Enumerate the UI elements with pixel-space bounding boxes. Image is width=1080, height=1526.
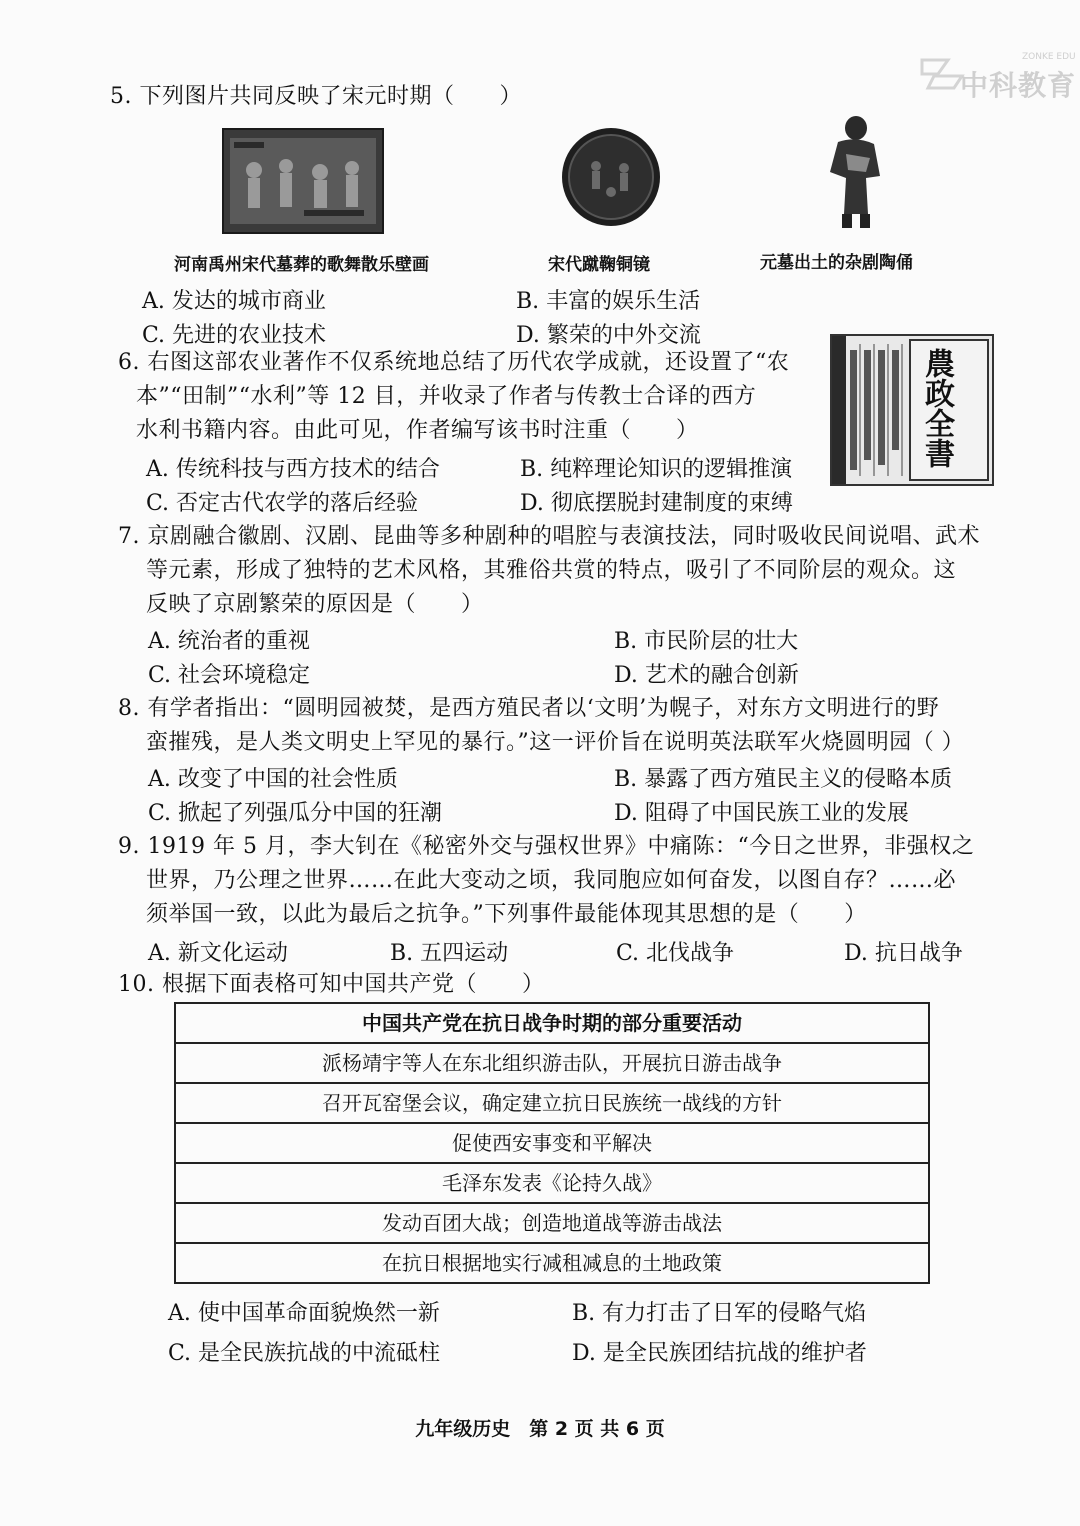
q9-line-2: 世界，乃公理之世界……在此大变动之顷，我同胞应如何奋发，以图自存？……必 bbox=[146, 868, 957, 893]
logo-mark-icon bbox=[918, 54, 966, 94]
caption-mural: 河南禹州宋代墓葬的歌舞散乐壁画 bbox=[174, 255, 429, 275]
caption-figurine: 元墓出土的杂剧陶俑 bbox=[760, 253, 913, 273]
q6-line-3: 水利书籍内容。由此可见，作者编写该书时注重（ ） bbox=[136, 418, 699, 443]
q5-option-c: C. 先进的农业技术 bbox=[142, 323, 327, 348]
mural-image bbox=[222, 128, 384, 234]
q7-line-3: 反映了京剧繁荣的原因是（ ） bbox=[146, 592, 484, 617]
table-row: 召开瓦窑堡会议，确定建立抗日民族统一战线的方针 bbox=[176, 1082, 928, 1122]
q10-option-d: D. 是全民族团结抗战的维护者 bbox=[572, 1341, 867, 1366]
table-row: 促使西安事变和平解决 bbox=[176, 1122, 928, 1162]
q9-line-1: 9. 1919 年 5 月，李大钊在《秘密外交与强权世界》中痛陈：“今日之世界，非强权之 bbox=[118, 834, 975, 859]
watermark-logo bbox=[918, 46, 1078, 108]
caption-mirror: 宋代蹴鞠铜镜 bbox=[548, 255, 650, 275]
table-row: 发动百团大战；创造地道战等游击战法 bbox=[176, 1202, 928, 1242]
q9-option-c: C. 北伐战争 bbox=[616, 941, 735, 966]
q9-line-3: 须举国一致，以此为最后之抗争。”下列事件最能体现其思想的是（ ） bbox=[146, 902, 867, 927]
q8-option-d: D. 阻碍了中国民族工业的发展 bbox=[614, 801, 909, 826]
q6-line-1: 6. 右图这部农业著作不仅系统地总结了历代农学成就，还设置了“农 bbox=[118, 350, 790, 375]
q7-option-b: B. 市民阶层的壮大 bbox=[614, 629, 799, 654]
q9-option-a: A. 新文化运动 bbox=[148, 941, 288, 966]
bronze-mirror-image bbox=[560, 126, 662, 228]
question-5-stem: 5. 下列图片共同反映了宋元时期（ ） bbox=[110, 84, 522, 109]
q6-option-d: D. 彻底摆脱封建制度的束缚 bbox=[520, 491, 793, 516]
book-title: 農政全書 bbox=[919, 348, 954, 468]
q6-option-a: A. 传统科技与西方技术的结合 bbox=[146, 457, 440, 482]
q9-option-b: B. 五四运动 bbox=[390, 941, 509, 966]
table-row: 毛泽东发表《论持久战》 bbox=[176, 1162, 928, 1202]
q10-option-a: A. 使中国革命面貌焕然一新 bbox=[168, 1301, 440, 1326]
table-header: 中国共产党在抗日战争时期的部分重要活动 bbox=[362, 1011, 742, 1035]
q10-option-b: B. 有力打击了日军的侵略气焰 bbox=[572, 1301, 867, 1326]
book-image bbox=[830, 334, 994, 486]
q7-option-a: A. 统治者的重视 bbox=[148, 629, 310, 654]
q8-option-a: A. 改变了中国的社会性质 bbox=[148, 767, 398, 792]
activities-table bbox=[174, 1002, 930, 1284]
q5-option-b: B. 丰富的娱乐生活 bbox=[516, 289, 701, 314]
q6-line-2: 本”“田制”“水利”等 12 目，并收录了作者与传教士合译的西方 bbox=[136, 384, 757, 409]
q8-option-b: B. 暴露了西方殖民主义的侵略本质 bbox=[614, 767, 953, 792]
q7-option-d: D. 艺术的融合创新 bbox=[614, 663, 799, 688]
table-row: 派杨靖宇等人在东北组织游击队，开展抗日游击战争 bbox=[176, 1042, 928, 1082]
q8-line-1: 8. 有学者指出：“圆明园被焚，是西方殖民者以‘文明’为幌子，对东方文明进行的野 bbox=[118, 696, 940, 721]
q5-option-d: D. 繁荣的中外交流 bbox=[516, 323, 701, 348]
q6-option-b: B. 纯粹理论知识的逻辑推演 bbox=[520, 457, 793, 482]
q6-option-c: C. 否定古代农学的落后经验 bbox=[146, 491, 419, 516]
q10-option-c: C. 是全民族抗战的中流砥柱 bbox=[168, 1341, 441, 1366]
table-row: 在抗日根据地实行减租减息的土地政策 bbox=[176, 1242, 928, 1282]
page-footer: 九年级历史 第 2 页 共 6 页 bbox=[415, 1418, 665, 1440]
watermark-brand-en: ZONKE EDU bbox=[1022, 52, 1076, 62]
figurine-image bbox=[820, 114, 892, 234]
q10-stem: 10. 根据下面表格可知中国共产党（ ） bbox=[118, 972, 545, 997]
q8-option-c: C. 掀起了列强瓜分中国的狂潮 bbox=[148, 801, 443, 826]
q7-line-1: 7. 京剧融合徽剧、汉剧、昆曲等多种剧种的唱腔与表演技法，同时吸收民间说唱、武术 bbox=[118, 524, 980, 549]
watermark-brand: 中科教育 bbox=[960, 69, 1077, 102]
q8-line-2: 蛮摧残，是人类文明史上罕见的暴行。”这一评价旨在说明英法联军火烧圆明园（ ） bbox=[146, 730, 965, 755]
q9-option-d: D. 抗日战争 bbox=[844, 941, 963, 966]
q5-option-a: A. 发达的城市商业 bbox=[142, 289, 326, 314]
q7-line-2: 等元素，形成了独特的艺术风格，其雅俗共赏的特点，吸引了不同阶层的观众。这 bbox=[146, 558, 957, 583]
q7-option-c: C. 社会环境稳定 bbox=[148, 663, 311, 688]
